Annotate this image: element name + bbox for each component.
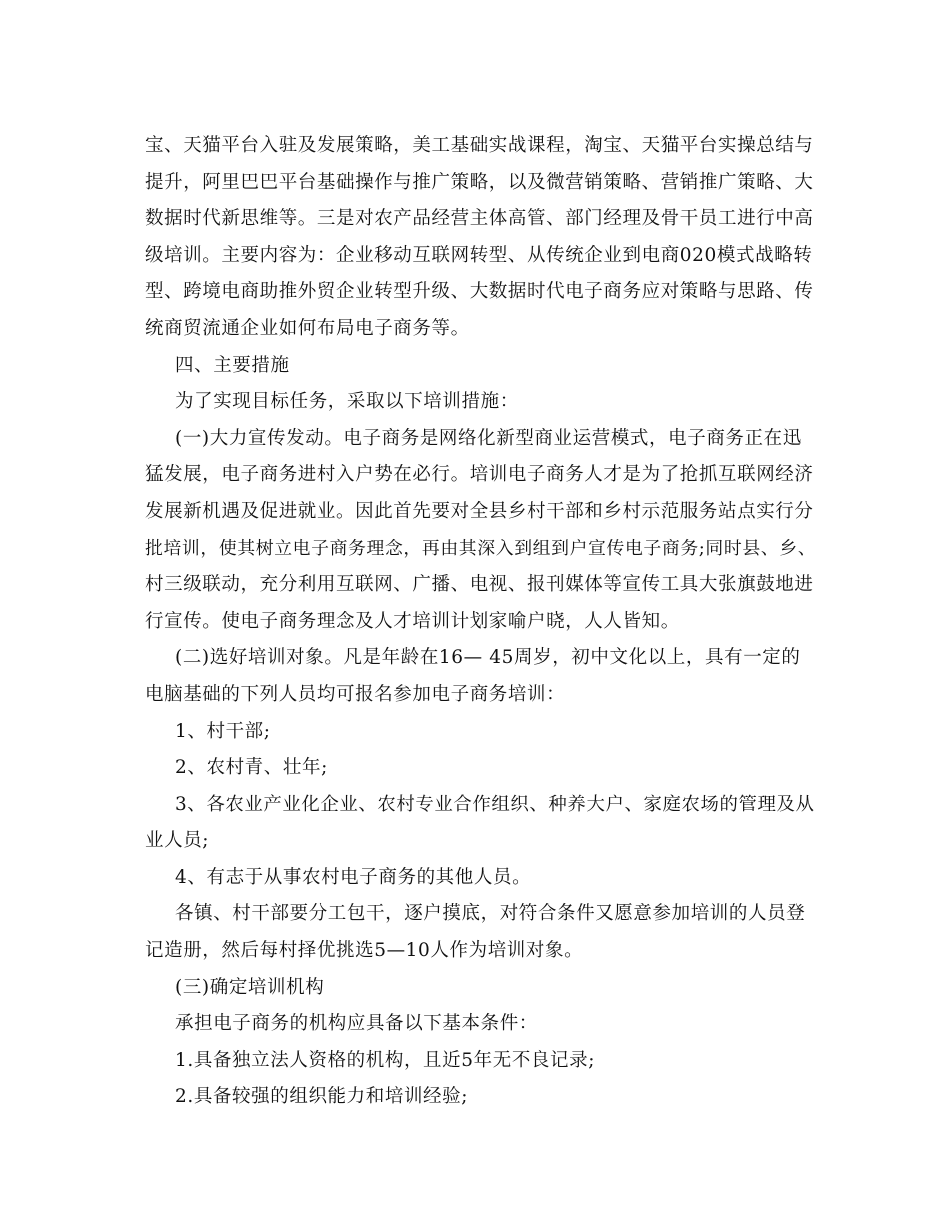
text-line: 发展新机遇及促进就业。因此首先要对全县乡村干部和乡村示范服务站点实行分 [145, 500, 814, 522]
text-line: 各镇、村干部要分工包干，逐户摸底，对符合条件又愿意参加培训的人员登 [175, 903, 806, 925]
text-line: 行宣传。使电子商务理念及人才培训计划家喻户晓，人人皆知。 [145, 610, 680, 632]
text-line: 型、跨境电商助推外贸企业转型升级、大数据时代电子商务应对策略与思路、传 [145, 281, 814, 303]
list-item: 2.具备较强的组织能力和培训经验; [175, 1086, 469, 1108]
list-item: 1、村干部; [175, 720, 271, 742]
text-line: 级培训。主要内容为：企业移动互联网转型、从传统企业到电商020模式战略转 [145, 244, 813, 266]
list-item: 3、各农业产业化企业、农村专业合作组织、种养大户、家庭农场的管理及从 [175, 793, 815, 815]
text-line: 电脑基础的下列人员均可报名参加电子商务培训： [145, 683, 566, 705]
text-line: 村三级联动，充分利用互联网、广播、电视、报刊媒体等宣传工具大张旗鼓地进 [145, 574, 814, 596]
list-item: 1.具备独立法人资格的机构，且近5年无不良记录; [175, 1049, 596, 1071]
text-line: 业人员; [145, 830, 210, 852]
text-line: 宝、天猫平台入驻及发展策略，美工基础实战课程，淘宝、天猫平台实操总结与 [145, 135, 814, 156]
text-line: 记造册，然后每村择优挑选5—10人作为培训对象。 [145, 940, 584, 962]
text-line: 承担电子商务的机构应具备以下基本条件： [175, 1013, 538, 1035]
subsection-heading: (三)确定培训机构 [175, 976, 325, 998]
section-heading: 四、主要措施 [175, 354, 290, 376]
text-line: 统商贸流通企业如何布局电子商务等。 [145, 317, 470, 339]
list-item: 4、有志于从事农村电子商务的其他人员。 [175, 866, 532, 888]
text-line: 为了实现目标任务，采取以下培训措施： [175, 391, 519, 413]
text-line: (二)选好培训对象。凡是年龄在16— 45周岁，初中文化以上，具有一定的 [175, 647, 801, 669]
text-line: 猛发展，电子商务进村入户势在必行。培训电子商务人才是为了抢抓互联网经济 [145, 464, 814, 486]
text-line: 提升，阿里巴巴平台基础操作与推广策略，以及微营销策略、营销推广策略、大 [145, 171, 814, 193]
list-item: 2、农村青、壮年; [175, 757, 328, 779]
text-line: 数据时代新思维等。三是对农产品经营主体高管、部门经理及骨干员工进行中高 [145, 208, 814, 230]
text-line: (一)大力宣传发动。电子商务是网络化新型商业运营模式，电子商务正在迅 [175, 427, 802, 449]
document-body [145, 128, 815, 1116]
text-line: 批培训，使其树立电子商务理念，再由其深入到组到户宣传电子商务;同时县、乡、 [145, 537, 817, 559]
